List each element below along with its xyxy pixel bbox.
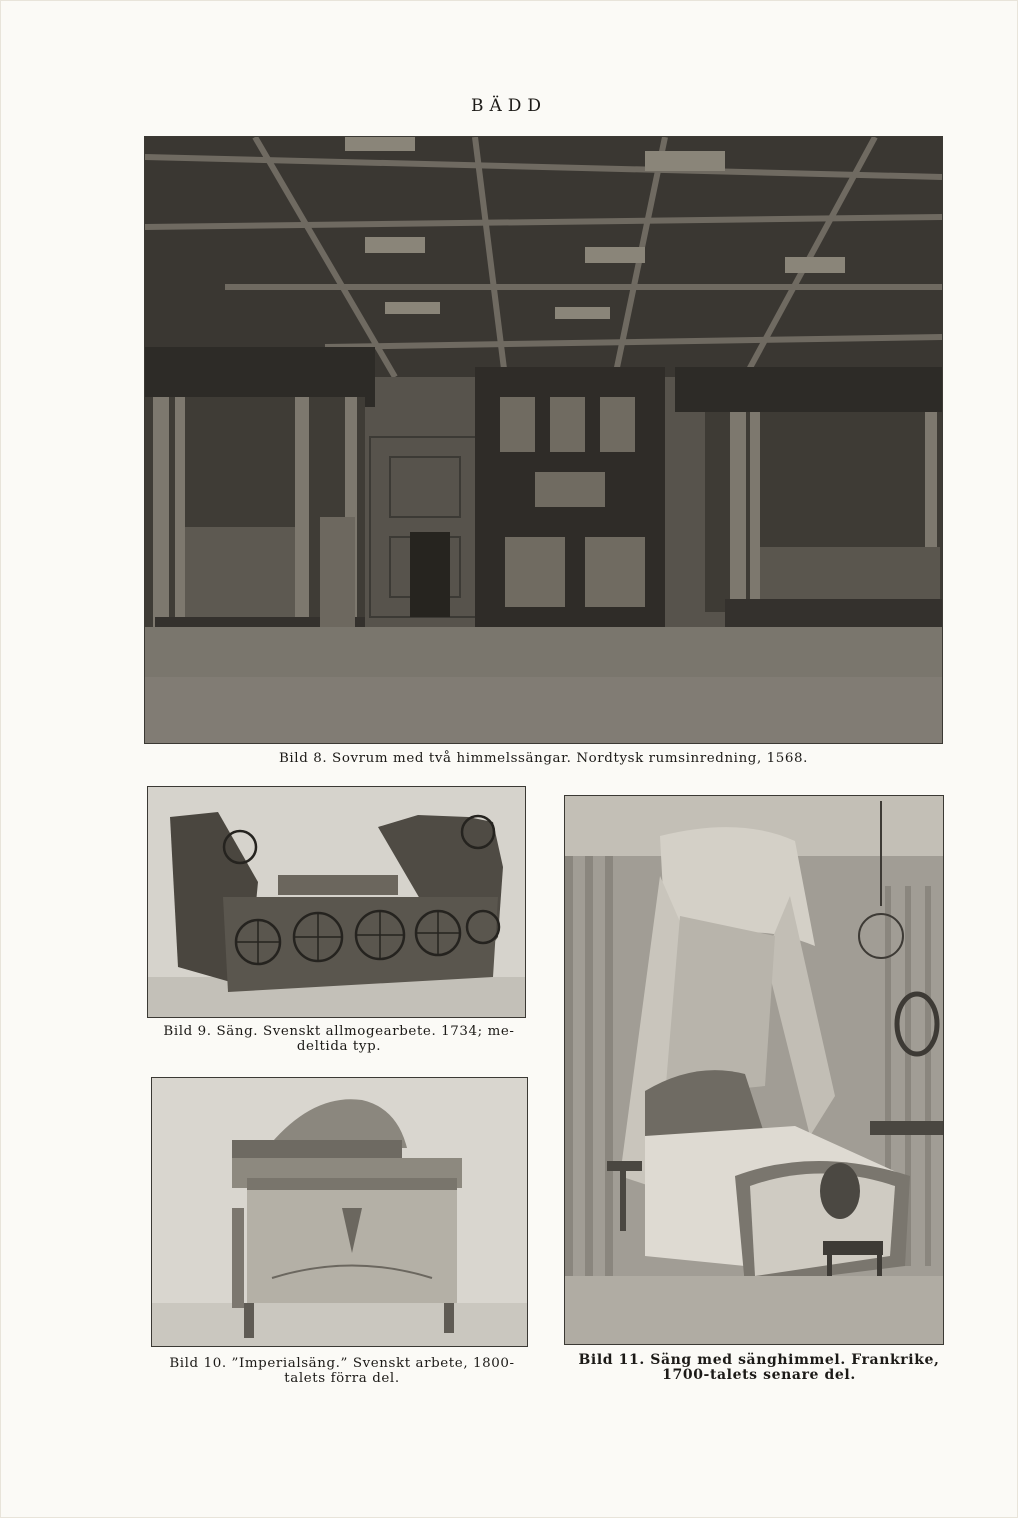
figure-bild-9-caption-line1: Bild 9. Säng. Svenskt allmogearbete. 1734; me- (163, 1024, 515, 1039)
running-head: BÄDD (470, 96, 548, 116)
figure-bild-9-photo (148, 787, 525, 1017)
figure-bild-11-caption-line1: Bild 11. Säng med sänghimmel. Frankrike, (578, 1352, 940, 1368)
figure-bild-9-caption (155, 1024, 523, 1054)
figure-bild-10-photo (152, 1078, 527, 1346)
figure-bild-11-caption-line2: 1700-talets senare del. (662, 1367, 856, 1383)
figure-bild-10-caption (158, 1356, 526, 1386)
figure-bild-8-photo (145, 137, 942, 743)
figure-bild-8-caption: Bild 8. Sovrum med två himmelssängar. Nordtysk rumsinredning, 1568. (278, 751, 809, 766)
figure-bild-11-photo (565, 796, 943, 1344)
figure-bild-9-caption-line2: deltida typ. (296, 1039, 382, 1054)
figure-bild-10-caption-line1: Bild 10. ”Imperialsäng.” Svenskt arbete, 1800- (169, 1356, 515, 1371)
figure-bild-11-caption (573, 1353, 945, 1383)
figure-bild-10-caption-line2: talets förra del. (284, 1371, 400, 1386)
